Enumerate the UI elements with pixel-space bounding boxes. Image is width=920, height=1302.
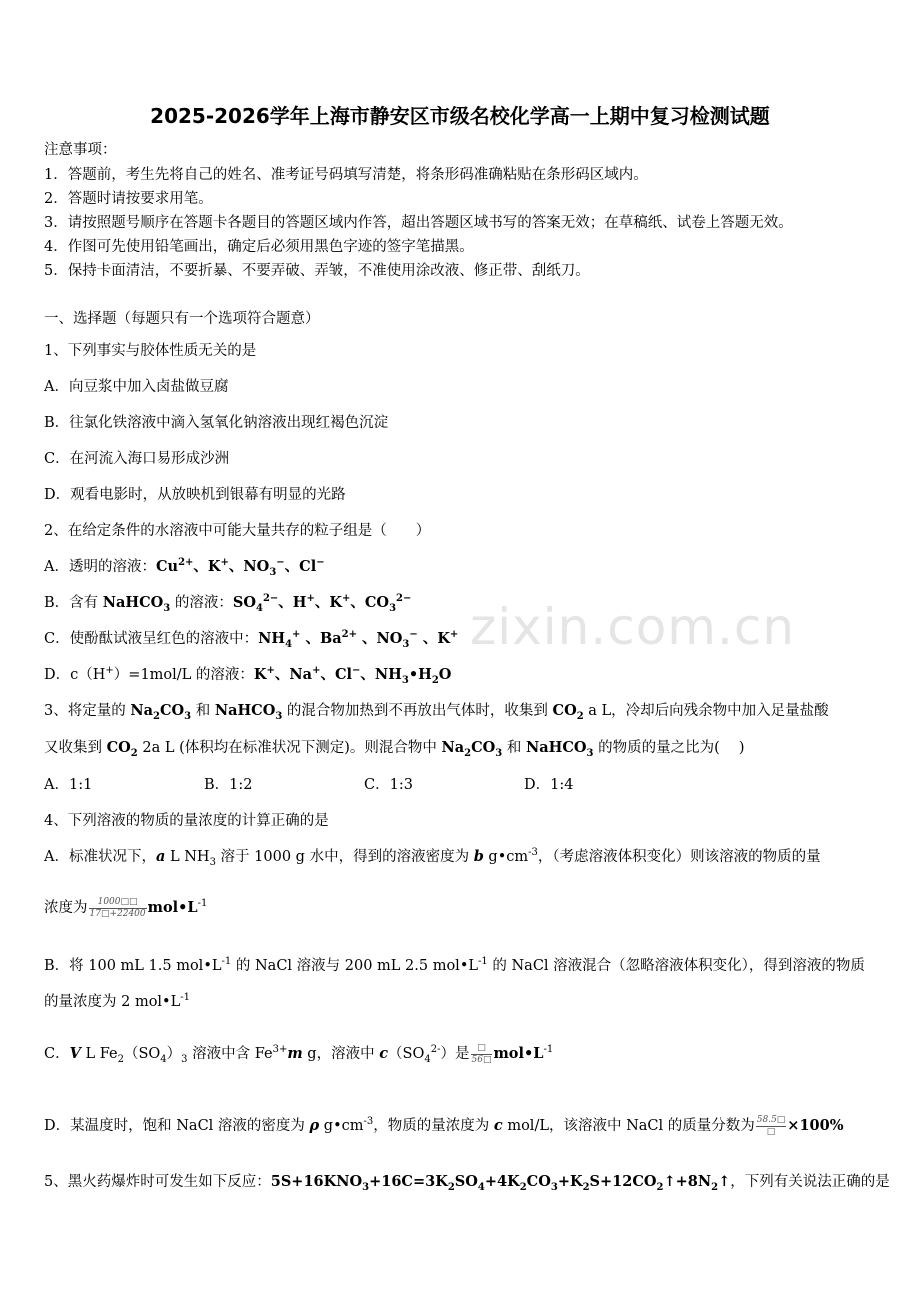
question-1-option-a: A．向豆浆中加入卤盐做豆腐	[44, 379, 229, 395]
question-1-stem: 1、下列事实与胶体性质无关的是	[44, 343, 257, 359]
section-heading: 一、选择题（每题只有一个选项符合题意）	[44, 311, 320, 327]
question-4-option-a-line-1: A．标准状况下，a L $NH_3$ 溶于 1000 g 水中，得到的溶液密度为 b $g•cm^{-3}$，（考虑溶液体积变化）则该溶液的物质的量	[44, 847, 821, 868]
notice-item-3: 3．请按照题号顺序在答题卡各题目的答题区域内作答，超出答题区域书写的答案无效；在草稿纸、试卷上答题无效。	[44, 215, 793, 231]
fraction: $\frac{58.5□}{□}$	[756, 1114, 786, 1137]
question-3-option-b: B．1:2	[204, 777, 253, 793]
question-1-option-d: D．观看电影时，从放映机到银幕有明显的光路	[44, 487, 346, 503]
question-4-option-b-line-1: B．将 100 mL 1.5 $mol•L^{-1}$ 的 NaCl 溶液与 200 mL 2.5 $mol•L^{-1}$ 的 NaCl 溶液混合（忽略溶液体积变化），得到溶液的物质	[44, 956, 865, 974]
notice-item-2: 2．答题时请按要求用笔。	[44, 191, 213, 207]
notice-item-5: 5．保持卡面清洁，不要折暴、不要弄破、弄皱，不准使用涂改液、修正带、刮纸刀。	[44, 263, 590, 279]
question-5-stem: 5、黑火药爆炸时可发生如下反应：$5S+16KNO_3+16C=3K_2SO_4+4K_2CO_3+K_2S+12CO_2↑+8N_2↑$，下列有关说法正确的是	[44, 1173, 890, 1193]
question-4-option-a-line-2: 浓度为 $\frac{1000□□}{17□+22400}$ $mol•L^{-1}$	[44, 896, 208, 919]
question-2-stem: 2、在给定条件的水溶液中可能大量共存的粒子组是（ ）	[44, 523, 431, 539]
question-2-option-d: D．c（H+）=1mol/L 的溶液：K+、Na+、Cl−、$NH_3•H_2O$	[44, 665, 452, 686]
question-3-option-d: D．1:4	[524, 777, 574, 793]
notice-item-4: 4．作图可先使用铅笔画出，确定后必须用黑色字迹的签字笔描黑。	[44, 239, 474, 255]
notice-heading: 注意事项：	[44, 142, 117, 158]
question-2-option-b: B．含有 NaHCO$_3$ 的溶液：$SO_4^{2-}$、H+、K+、$CO_3^{2-}$	[44, 593, 412, 614]
question-3-options	[44, 773, 684, 794]
question-1-option-c: C．在河流入海口易形成沙洲	[44, 451, 230, 467]
question-3-option-c: C．1:3	[364, 777, 413, 793]
question-3-option-a: A．1:1	[44, 777, 93, 793]
question-4-stem: 4、下列溶液的物质的量浓度的计算正确的是	[44, 813, 329, 829]
question-4-option-b-line-2: 的量浓度为 2 $mol•L^{-1}$	[44, 992, 190, 1010]
question-4-option-d: D．某温度时，饱和 NaCl 溶液的密度为 ρ $g•cm^{-3}$，物质的量浓度为 c mol/L，该溶液中 NaCl 的质量分数为 $\frac{58.5□}{□}$ ×100%	[44, 1114, 844, 1137]
fraction: $\frac{1000□□}{17□+22400}$	[89, 896, 146, 919]
question-3-stem-line-1: 3、将定量的 $Na_2CO_3$ 和 NaHCO$_3$ 的混合物加热到不再放出气体时，收集到 $CO_2$ a L，冷却后向残余物中加入足量盐酸	[44, 702, 829, 722]
fraction: $\frac{□}{56□}$	[471, 1042, 492, 1065]
question-4-option-c: C．V L $Fe_2(SO_4)_3$ 溶液中含 $Fe^{3+}m$ g，溶液中 $c(SO_4^{2-})$是 $\frac{□}{56□}$ $mol•L^{-1}$	[44, 1042, 554, 1065]
notice-item-1: 1．答题前，考生先将自己的姓名、准考证号码填写清楚，将条形码准确粘贴在条形码区域内。	[44, 167, 648, 183]
watermark: zixin.com.cn	[470, 598, 796, 656]
question-2-option-c: C．使酚酞试液呈红色的溶液中：$NH_4^+$ 、$Ba^{2+}$ 、$NO_3^-$ 、K+	[44, 629, 459, 650]
question-2-option-a: A．透明的溶液：$Cu^{2+}$、K+、$NO_3^-$、Cl−	[44, 557, 325, 578]
question-1-option-b: B．往氯化铁溶液中滴入氢氧化钠溶液出现红褐色沉淀	[44, 415, 389, 431]
page-title: 2025-2026学年上海市静安区市级名校化学高一上期中复习检测试题	[150, 104, 770, 128]
question-3-stem-line-2: 又收集到 $CO_2$ 2a L (体积均在标准状况下测定)。则混合物中 $Na_2CO_3$ 和 NaHCO$_3$ 的物质的量之比为( )	[44, 739, 745, 759]
